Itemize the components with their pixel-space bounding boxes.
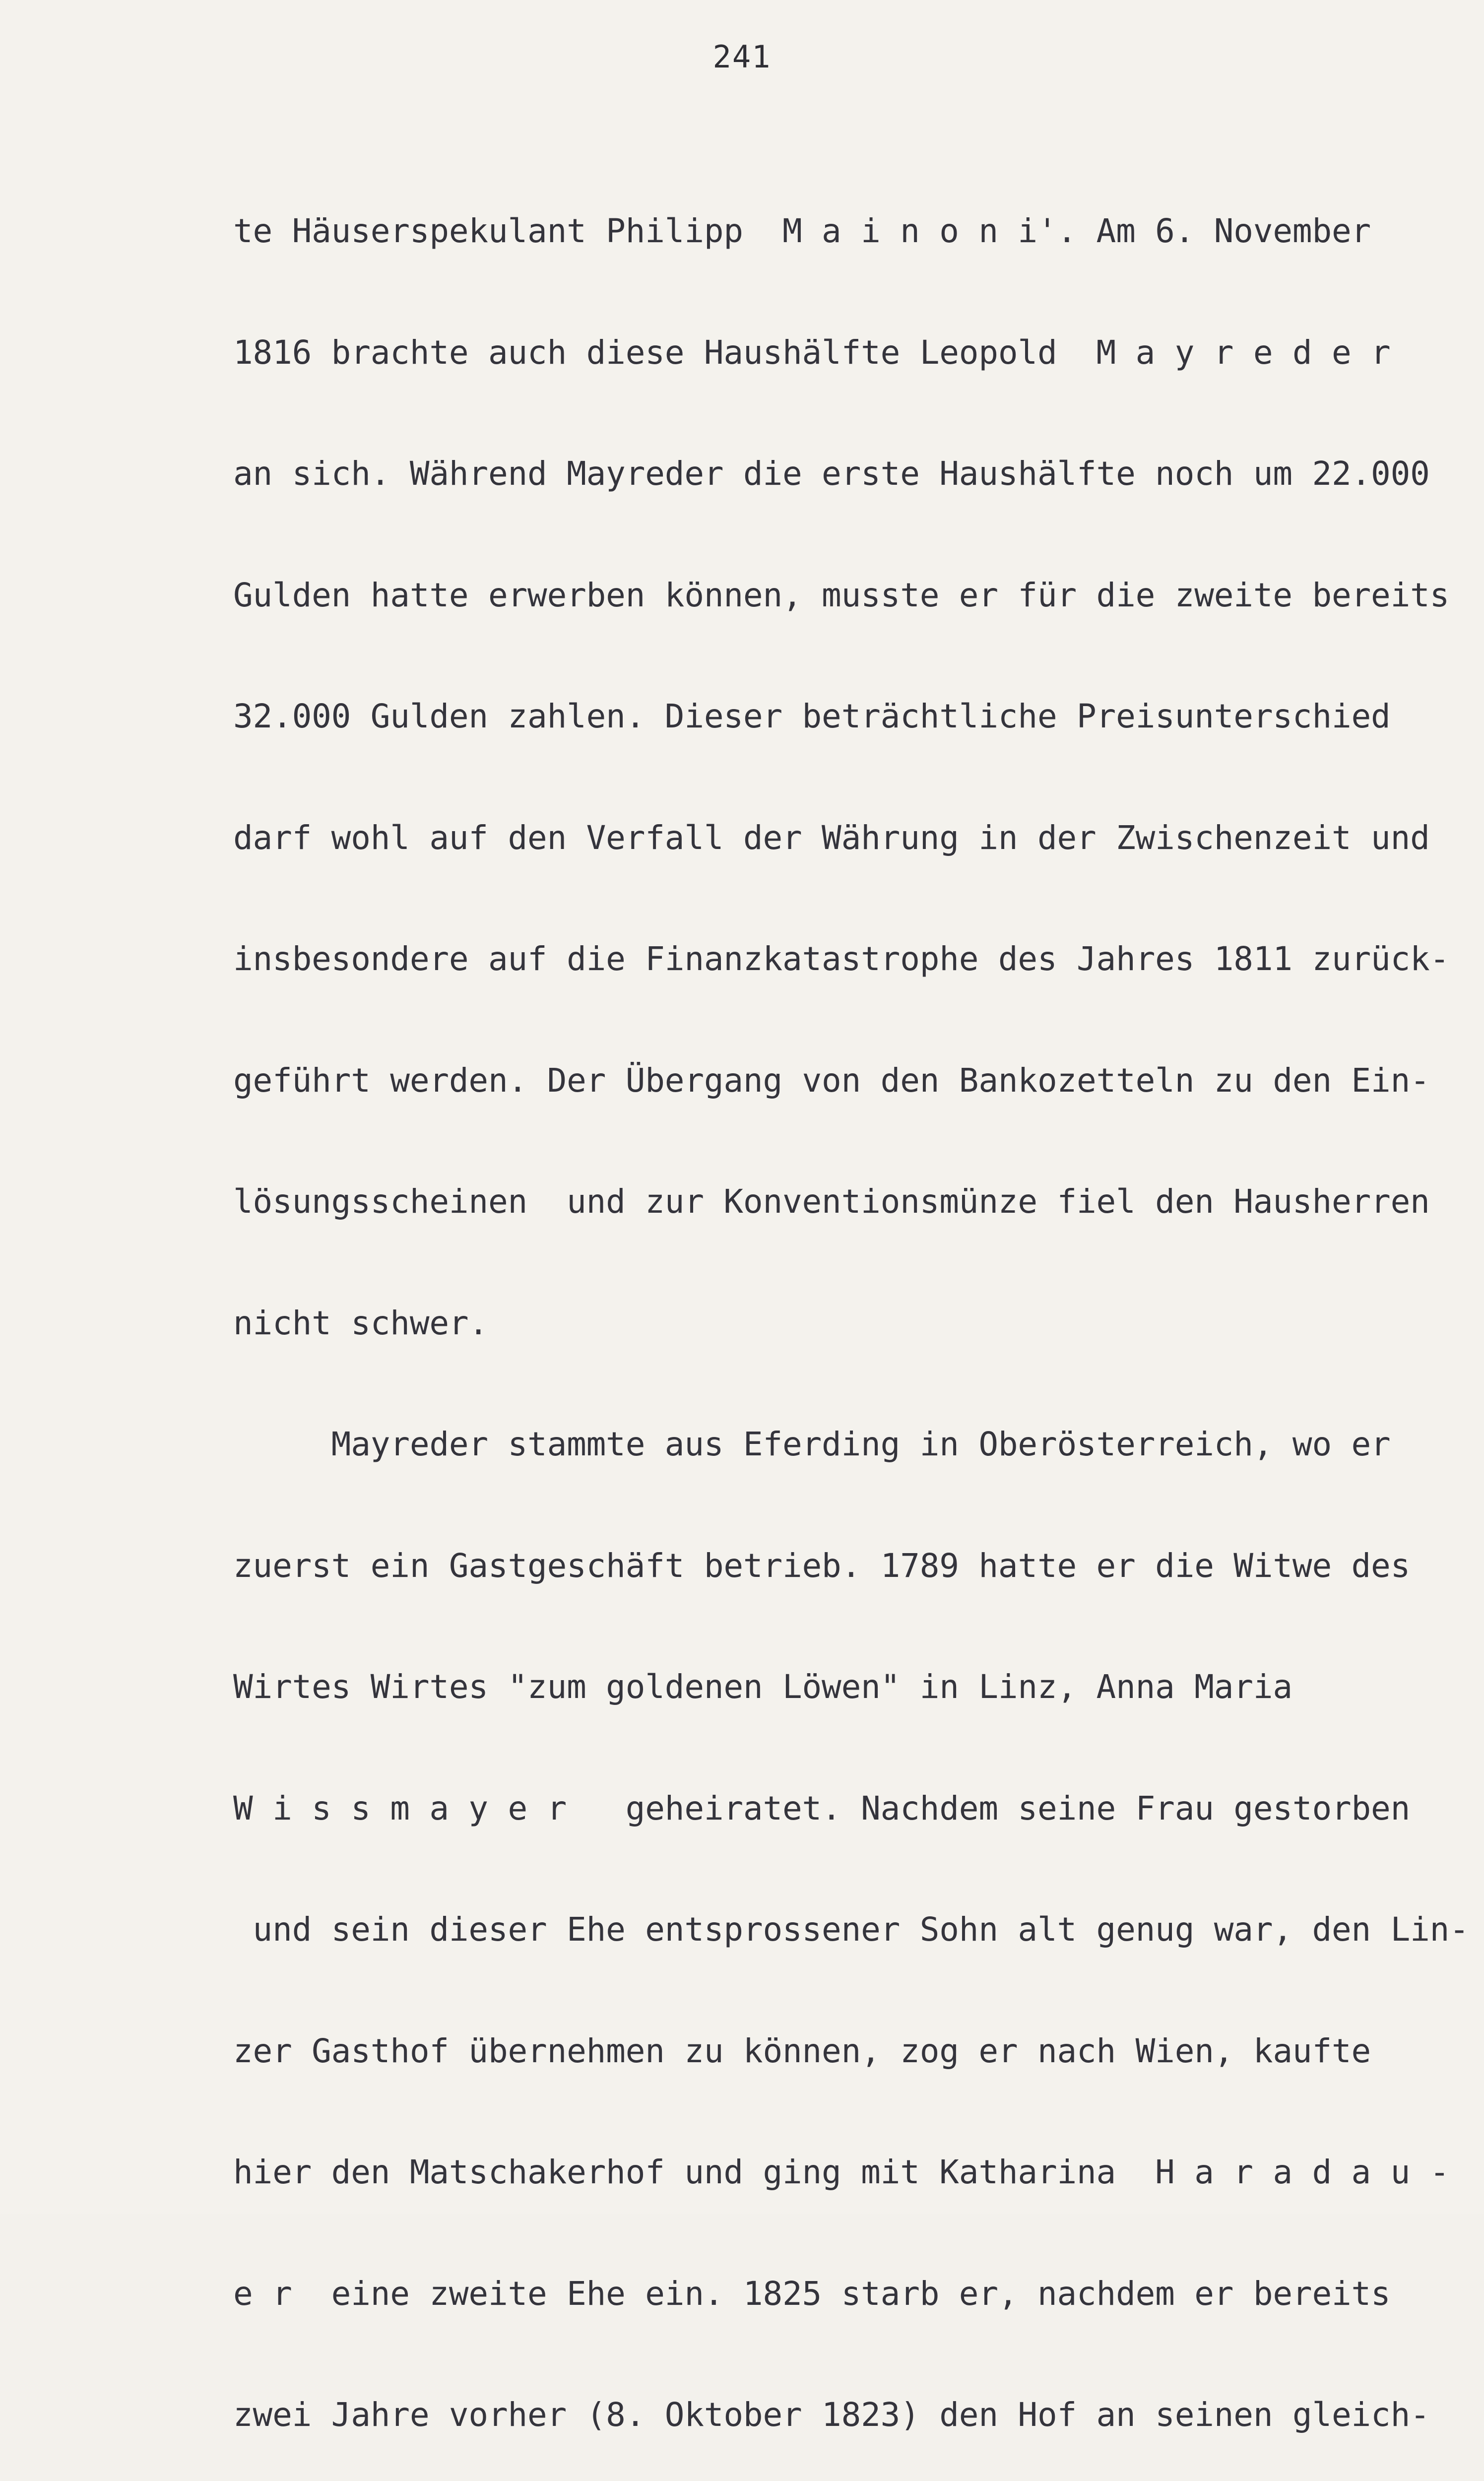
text-line: geführt werden. Der Übergang von den Bankozetteln zu den Ein- bbox=[233, 1061, 1430, 1100]
text-line: zer Gasthof übernehmen zu können, zog er nach Wien, kaufte bbox=[233, 2031, 1371, 2070]
text-line: te Häuserspekulant Philipp M a i n o n i'. Am 6. November bbox=[233, 212, 1371, 250]
body-text bbox=[233, 130, 1469, 2481]
text-line: zwei Jahre vorher (8. Oktober 1823) den Hof an seinen gleich- bbox=[233, 2396, 1430, 2434]
text-line: Mayreder stammte aus Eferding in Oberösterreich, wo er bbox=[233, 1425, 1391, 1463]
text-line: nicht schwer. bbox=[233, 1304, 488, 1342]
text-line: und sein dieser Ehe entsprossener Sohn alt genug war, den Lin- bbox=[233, 1910, 1469, 1949]
text-line: Gulden hatte erwerben können, musste er für die zweite bereits bbox=[233, 576, 1450, 614]
text-line: W i s s m a y e r geheiratet. Nachdem seine Frau gestorben bbox=[233, 1789, 1411, 1828]
text-line: e r eine zweite Ehe ein. 1825 starb er, nachdem er bereits bbox=[233, 2274, 1391, 2313]
text-line: an sich. Während Mayreder die erste Haushälfte noch um 22.000 bbox=[233, 455, 1430, 493]
text-line: hier den Matschakerhof und ging mit Katharina H a r a d a u - bbox=[233, 2153, 1450, 2191]
text-line: zuerst ein Gastgeschäft betrieb. 1789 hatte er die Witwe des bbox=[233, 1546, 1411, 1585]
text-line: Wirtes Wirtes "zum goldenen Löwen" in Linz, Anna Maria bbox=[233, 1668, 1292, 1706]
page-number: 241 bbox=[712, 39, 772, 75]
text-line: insbesondere auf die Finanzkatastrophe des Jahres 1811 zurück- bbox=[233, 940, 1450, 978]
text-line: darf wohl auf den Verfall der Währung in der Zwischenzeit und bbox=[233, 818, 1430, 857]
text-line: 1816 brachte auch diese Haushälfte Leopold M a y r e d e r bbox=[233, 333, 1391, 372]
text-line: lösungsscheinen und zur Konventionsmünze fiel den Hausherren bbox=[233, 1182, 1430, 1221]
text-line: 32.000 Gulden zahlen. Dieser beträchtliche Preisunterschied bbox=[233, 697, 1391, 735]
